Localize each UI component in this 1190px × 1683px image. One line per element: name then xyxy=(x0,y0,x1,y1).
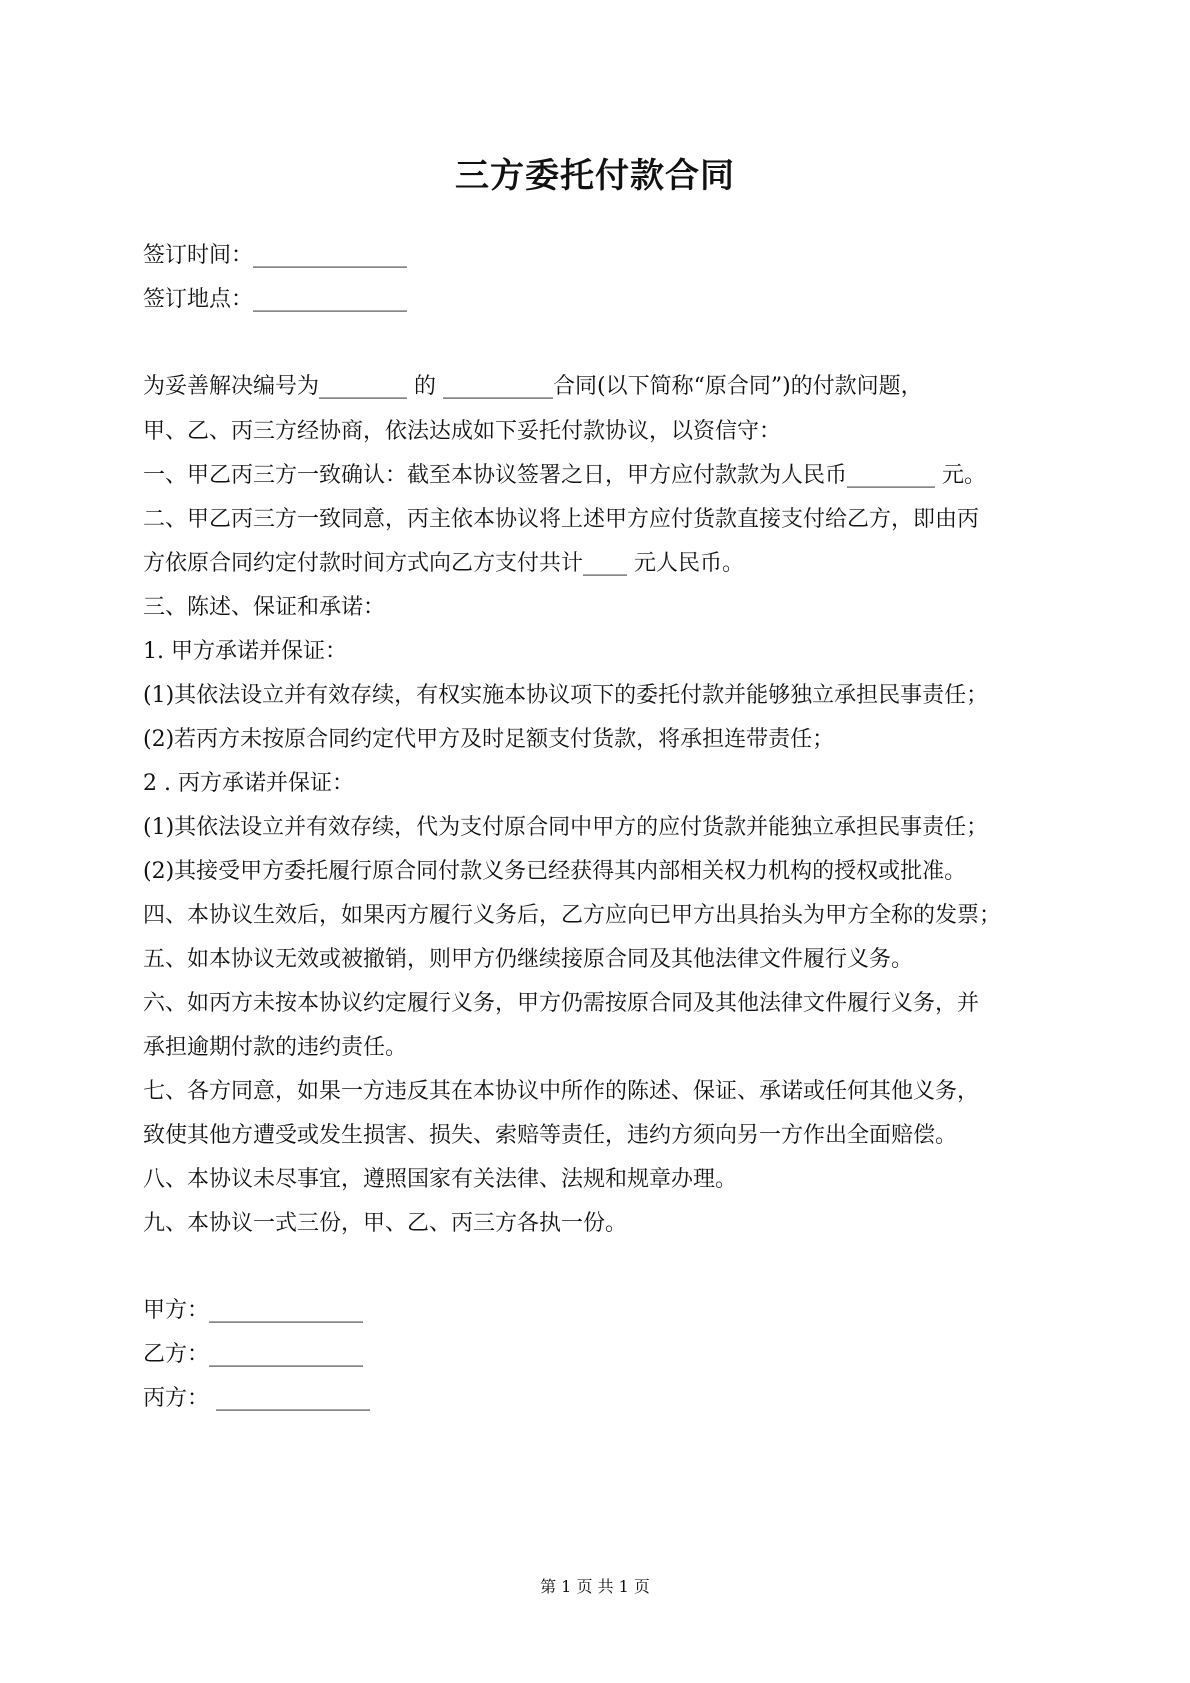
clause-7-cont: 致使其他方遭受或发生损害、损失、索赔等责任，违约方须向另一方作出全面赔偿。 xyxy=(143,1123,958,1148)
clause-3: 三、陈述、保证和承诺： xyxy=(143,595,386,620)
clause-7: 七、各方同意，如果一方违反其在本协议中所作的陈述、保证、承诺或任何其他义务， xyxy=(143,1079,980,1104)
page-footer: 第 1 页 共 1 页 xyxy=(540,1577,650,1596)
body-line: 为妥善解决编号为________ 的 __________合同(以下简称“原合同”)的付款问题， xyxy=(143,374,923,399)
party-b-signature: 乙方：______________ xyxy=(143,1342,364,1367)
clause-3-1-b: (2)若丙方未按原合同约定代甲方及时足额支付货款，将承担连带责任； xyxy=(143,727,835,752)
party-c-signature: 丙方： ______________ xyxy=(143,1386,370,1411)
clause-3-2-a: (1)其依法设立并有效存续，代为支付原合同中甲方的应付货款并能独立承担民事责任； xyxy=(143,815,989,840)
clause-9: 九、本协议一式三份，甲、乙、丙三方各执一份。 xyxy=(143,1211,628,1236)
clause-3-1-a: (1)其依法设立并有效存续，有权实施本协议项下的委托付款并能够独立承担民事责任； xyxy=(143,683,989,708)
clause-3-2: 2 . 丙方承诺并保证： xyxy=(143,771,354,796)
clause-3-1: 1. 甲方承诺并保证： xyxy=(143,639,347,664)
clause-3-2-b: (2)其接受甲方委托履行原合同付款义务已经获得其内部相关权力机构的授权或批准。 xyxy=(143,859,967,884)
clause-6-cont: 承担逾期付款的违约责任。 xyxy=(143,1035,408,1060)
clause-4: 四、本协议生效后，如果丙方履行义务后，乙方应向已甲方出具抬头为甲方全称的发票； xyxy=(143,903,1002,928)
clause-1: 一、甲乙丙三方一致确认：截至本协议签署之日，甲方应付款款为人民币________ 元。 xyxy=(143,463,986,488)
party-a-signature: 甲方：______________ xyxy=(143,1298,364,1323)
clause-6: 六、如丙方未按本协议约定履行义务，甲方仍需按原合同及其他法律文件履行义务，并 xyxy=(143,991,980,1016)
clause-2: 二、甲乙丙三方一致同意，丙主依本协议将上述甲方应付货款直接支付给乙方，即由丙 xyxy=(143,507,980,532)
sign-time-line: 签订时间：______________ xyxy=(143,243,408,268)
clause-2-cont: 方依原合同约定付款时间方式向乙方支付共计____ 元人民币。 xyxy=(143,551,744,576)
clause-5: 五、如本协议无效或被撤销，则甲方仍继续接原合同及其他法律文件履行义务。 xyxy=(143,947,914,972)
document-title: 三方委托付款合同 xyxy=(455,156,735,196)
body-line: 甲、乙、丙三方经协商，依法达成如下妥托付款协议，以资信守： xyxy=(143,419,782,444)
sign-place-line: 签订地点：______________ xyxy=(143,287,408,312)
clause-8: 八、本协议未尽事宜，遵照国家有关法律、法规和规章办理。 xyxy=(143,1167,738,1192)
